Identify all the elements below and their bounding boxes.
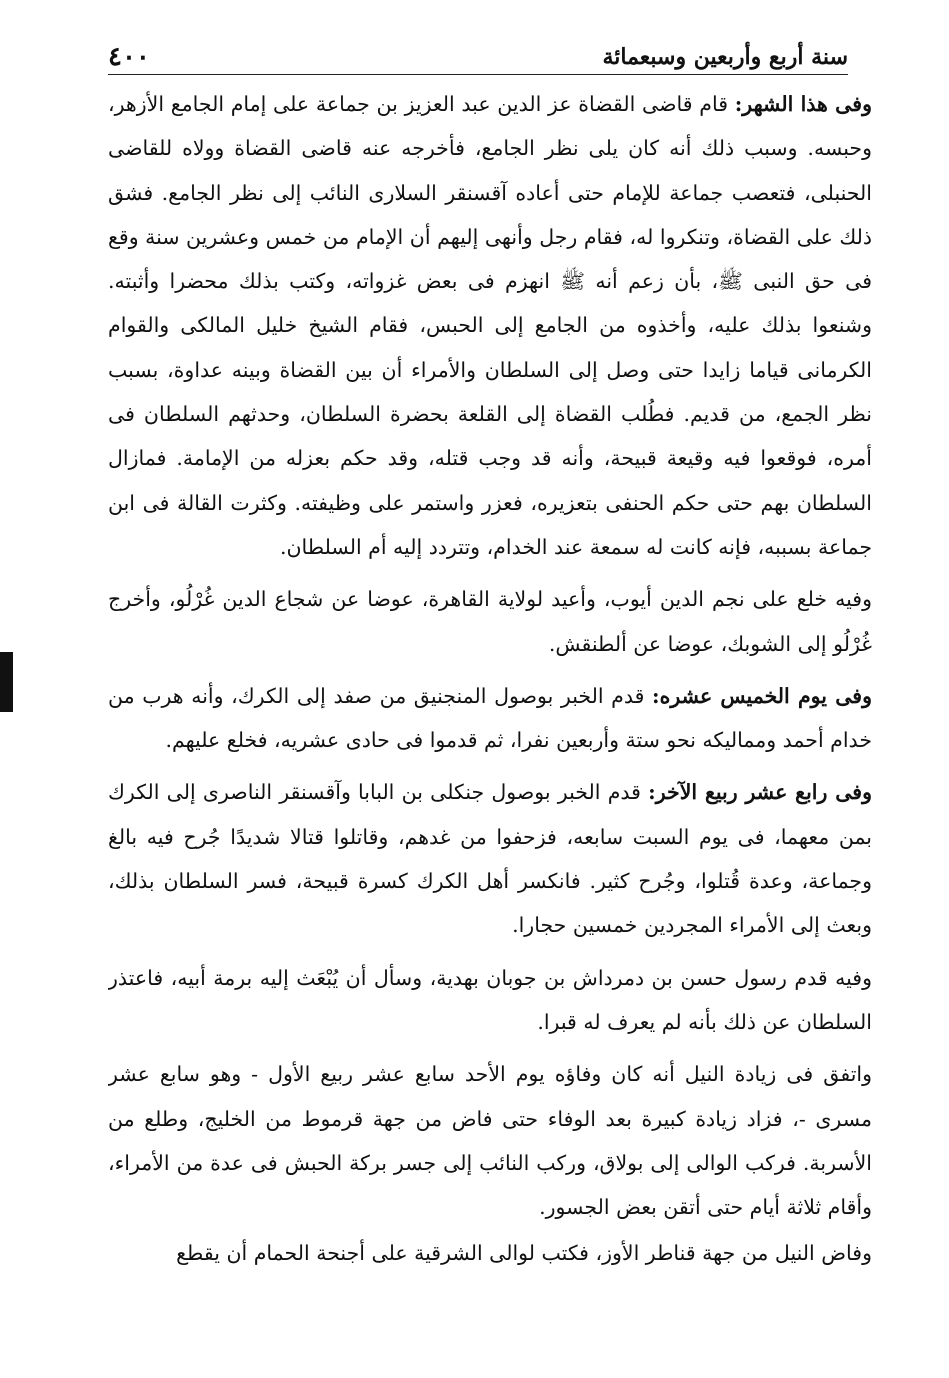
running-title: سنة أربع وأربعين وسبعمائة (602, 44, 848, 70)
paragraph-lead: وفى رابع عشر ربيع الآخر: (648, 780, 872, 805)
paragraph (108, 770, 872, 947)
paragraph-text: وفيه خلع على نجم الدين أيوب، وأعيد لولاية القاهرة، عوضا عن شجاع الدين غُرْلُو، وأخرج غُرْلُو إلى الشوبك، عوضا عن ألطنقش. (108, 587, 872, 656)
paragraph (108, 956, 872, 1045)
running-header (108, 30, 848, 75)
paragraph (108, 1052, 872, 1229)
paragraph-text: قام قاضى القضاة عز الدين عبد العزيز بن جماعة على إمام الجامع الأزهر، وحبسه. وسبب ذلك أنه كان يلى نظر الجامع، فأخرجه عنه قاضى القضاة وولاه للقاضى الحنبلى، فتعصب جماعة للإمام حتى أعاده آقسنقر السلارى النائب إلى نظر الجامع. فشق ذلك على القضاة، وتنكروا له، فقام رجل وأنهى إليهم أن الإمام من خمس وعشرين سنة وقع فى حق النبى ﷺ، بأن زعم أنه ﷺ انهزم فى بعض غزواته، وكتب بذلك محضرا وأثبته. وشنعوا بذلك عليه، وأخذوه من الجامع إلى الحبس، فقام الشيخ خليل المالكى والقوام الكرمانى قياما زايدا حتى وصل إلى السلطان والأمراء أن بين القضاة وبينه عداوة، بسبب نظر الجمع، من قديم. فطُلب القضاة إلى القلعة بحضرة السلطان، وحدثهم السلطان فى أمره، فوقعوا فيه وقيعة قبيحة، وأنه قد وجب قتله، وقد حكم بعزله من الإمامة. فمازال السلطان بهم حتى حكم الحنفى بتعزيره، فعزر واستمر على وظيفته. وكثرت القالة فى ابن جماعة بسببه، فإنه كانت له سمعة عند الخدام، وتتردد إليه أم السلطان. (108, 92, 872, 559)
paragraph-text: واتفق فى زيادة النيل أنه كان وفاؤه يوم الأحد سابع عشر ربيع الأول - وهو سابع عشر مسرى -، فزاد زيادة كبيرة بعد الوفاء حتى فاض من جهة قرموط من الخليج، وطلع من الأسربة. فركب الوالى إلى بولاق، وركب النائب إلى جسر بركة الحبش فى عدة من الأمراء، وأقام ثلاثة أيام حتى أتقن بعض الجسور. (108, 1062, 872, 1220)
page-body (108, 82, 872, 1362)
paragraph (108, 82, 872, 569)
paragraph-text: قدم الخبر بوصول المنجنيق من صفد إلى الكرك، وأنه هرب من خدام أحمد ومماليكه نحو ستة وأربعين نفرا، ثم قدموا فى حادى عشريه، فخلع عليهم. (108, 683, 872, 753)
paragraph (108, 1231, 872, 1275)
paragraph-lead: وفى يوم الخميس عشره: (652, 683, 872, 708)
paragraph-lead: وفى هذا الشهر: (734, 92, 872, 116)
paragraph-text: وفيه قدم رسول حسن بن دمرداش بن جوبان بهدية، وسأل أن يُبْعَث إليه برمة أبيه، فاعتذر السلطان عن ذلك بأنه لم يعرف له قبرا. (108, 965, 872, 1034)
paragraph-text: قدم الخبر بوصول جنكلى بن البابا وآقسنقر الناصرى إلى الكرك بمن معهما، فى يوم السبت سابعه، فزحفوا من غدهم، وقاتلوا قتالا شديدًا جُرح فيه بالغ وجماعة، وعدة قُتلوا، وجُرح كثير. فانكسر أهل الكرك كسرة قبيحة، فسر السلطان بذلك، وبعث إلى الأمراء المجردين خمسين حجارا. (108, 780, 872, 938)
page-number: ٤٠٠ (108, 42, 150, 72)
paragraph (108, 674, 872, 763)
page-edge-thumb-mark (0, 652, 13, 712)
paragraph-text: وفاض النيل من جهة قناطر الأوز، فكتب لوالى الشرقية على أجنحة الحمام أن يقطع (176, 1241, 872, 1266)
paragraph (108, 577, 872, 666)
